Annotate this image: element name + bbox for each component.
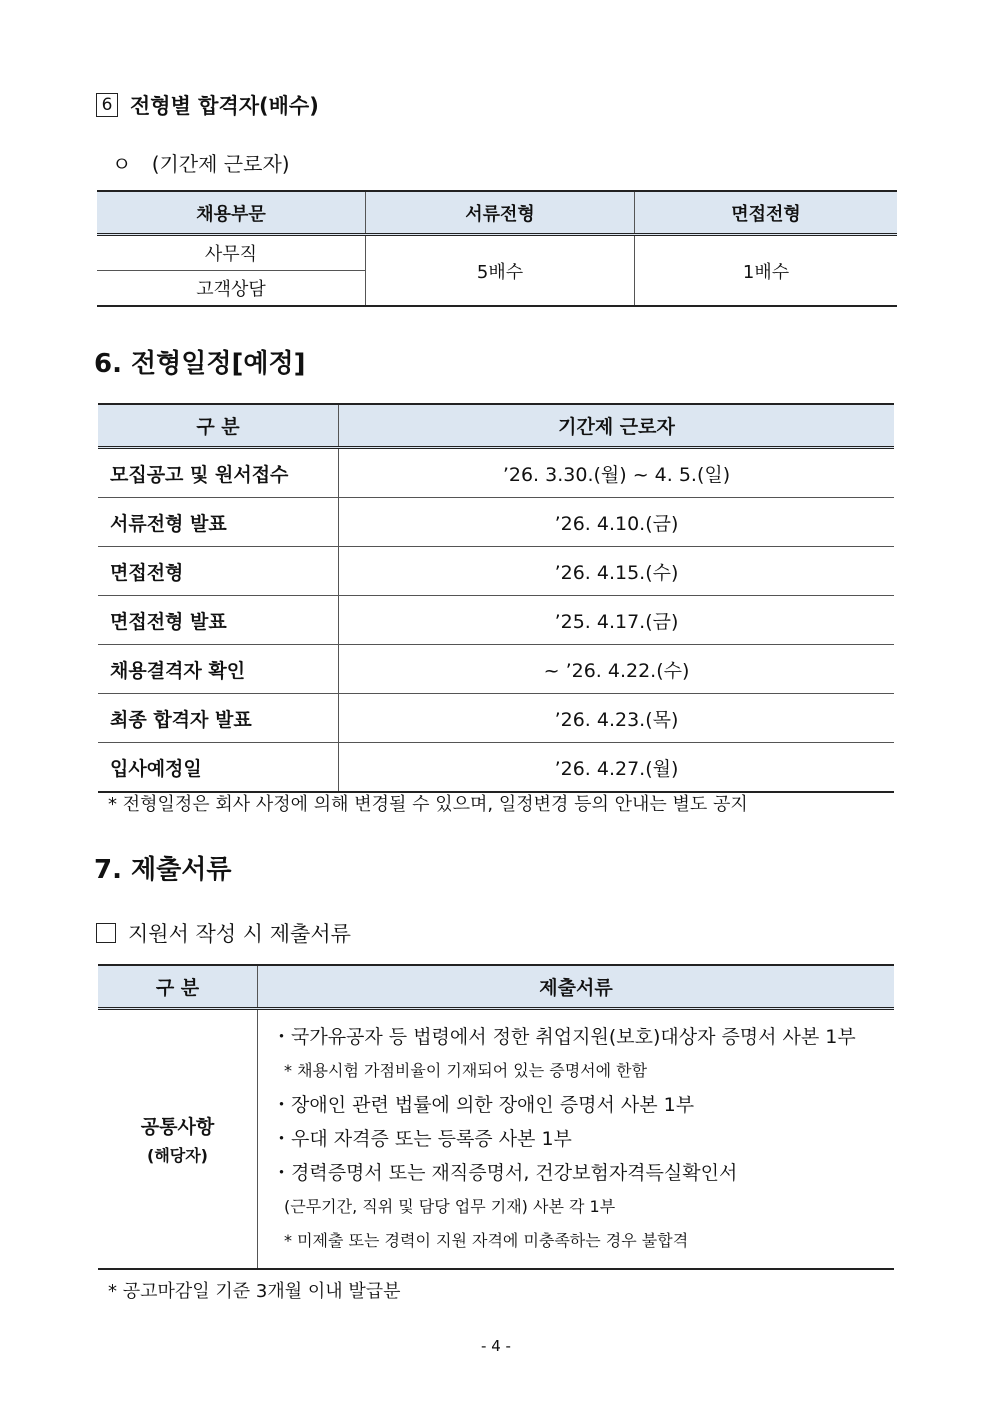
table-row xyxy=(98,498,894,547)
row-office: 사무직 xyxy=(97,235,366,271)
row-label: 최종 합격자 발표 xyxy=(98,694,339,743)
row-value: ’26. 4.15.(수) xyxy=(339,547,895,596)
category-cell xyxy=(98,1009,258,1270)
table-row xyxy=(98,1009,894,1270)
documents-heading: 7. 제출서류 xyxy=(94,855,232,885)
category-label: 공통사항 xyxy=(140,1116,215,1138)
header-category: 구 분 xyxy=(98,965,258,1009)
subtitle-line xyxy=(112,148,290,177)
page-number: - 4 - xyxy=(481,1337,511,1355)
row-label: 채용결격자 확인 xyxy=(98,645,339,694)
row-value: ’26. 4.27.(월) xyxy=(339,743,895,793)
list-item: ・장애인 관련 법률에 의한 장애인 증명서 사본 1부 xyxy=(272,1094,695,1116)
header-interview: 면접전형 xyxy=(635,191,898,235)
list-item-note: * 미제출 또는 경력이 지원 자격에 미충족하는 경우 불합격 xyxy=(284,1231,689,1250)
documents-note: * 공고마감일 기준 3개월 이내 발급분 xyxy=(108,1281,401,1302)
section-heading-pass-ratio xyxy=(96,90,319,120)
header-documents: 제출서류 xyxy=(258,965,895,1009)
table-row xyxy=(98,547,894,596)
documents-table xyxy=(98,964,894,1270)
header-document: 서류전형 xyxy=(366,191,635,235)
subtitle-text: (기간제 근로자) xyxy=(151,152,290,176)
row-value: ’25. 4.17.(금) xyxy=(339,596,895,645)
table-row xyxy=(98,694,894,743)
schedule-heading: 6. 전형일정[예정] xyxy=(94,349,306,379)
list-item: ・우대 자격증 또는 등록증 사본 1부 xyxy=(272,1128,572,1150)
documents-subtitle-line xyxy=(96,918,351,948)
table-row xyxy=(98,743,894,793)
table-row xyxy=(98,596,894,645)
row-label: 서류전형 발표 xyxy=(98,498,339,547)
documents-list xyxy=(258,1009,895,1270)
row-value: ’26. 3.30.(월) ~ 4. 5.(일) xyxy=(339,448,895,498)
documents-subtitle: 지원서 작성 시 제출서류 xyxy=(128,922,351,946)
schedule-table xyxy=(98,403,894,793)
header-category: 구 분 xyxy=(98,404,339,448)
table-row xyxy=(98,645,894,694)
document-ratio: 5배수 xyxy=(366,235,635,307)
row-label: 면접전형 xyxy=(98,547,339,596)
checkbox-square-icon xyxy=(96,923,116,943)
bullet-circle: ㅇ xyxy=(112,152,132,176)
section-title: 전형별 합격자(배수) xyxy=(130,94,319,118)
row-value: ~ ’26. 4.22.(수) xyxy=(339,645,895,694)
schedule-note: * 전형일정은 회사 사정에 의해 변경될 수 있으며, 일정변경 등의 안내는 별도 공지 xyxy=(108,794,748,815)
row-value: ’26. 4.23.(목) xyxy=(339,694,895,743)
row-label: 모집공고 및 원서접수 xyxy=(98,448,339,498)
row-label: 면접전형 발표 xyxy=(98,596,339,645)
list-item: ・경력증명서 또는 재직증명서, 건강보험자격득실확인서 xyxy=(272,1162,738,1184)
header-division: 채용부문 xyxy=(97,191,366,235)
header-contract-worker: 기간제 근로자 xyxy=(339,404,895,448)
list-item-note: * 채용시험 가점비율이 기재되어 있는 증명서에 한함 xyxy=(284,1061,648,1080)
category-sub: (해당자) xyxy=(147,1146,208,1165)
pass-ratio-table xyxy=(97,190,897,307)
list-item-continued: (근무기간, 직위 및 담당 업무 기재) 사본 각 1부 xyxy=(284,1197,616,1216)
section-number-box: 6 xyxy=(96,93,118,117)
row-label: 입사예정일 xyxy=(98,743,339,793)
row-value: ’26. 4.10.(금) xyxy=(339,498,895,547)
interview-ratio: 1배수 xyxy=(635,235,898,307)
table-row xyxy=(98,448,894,498)
row-customer: 고객상담 xyxy=(196,279,266,300)
list-item: ・국가유공자 등 법령에서 정한 취업지원(보호)대상자 증명서 사본 1부 xyxy=(272,1026,856,1048)
